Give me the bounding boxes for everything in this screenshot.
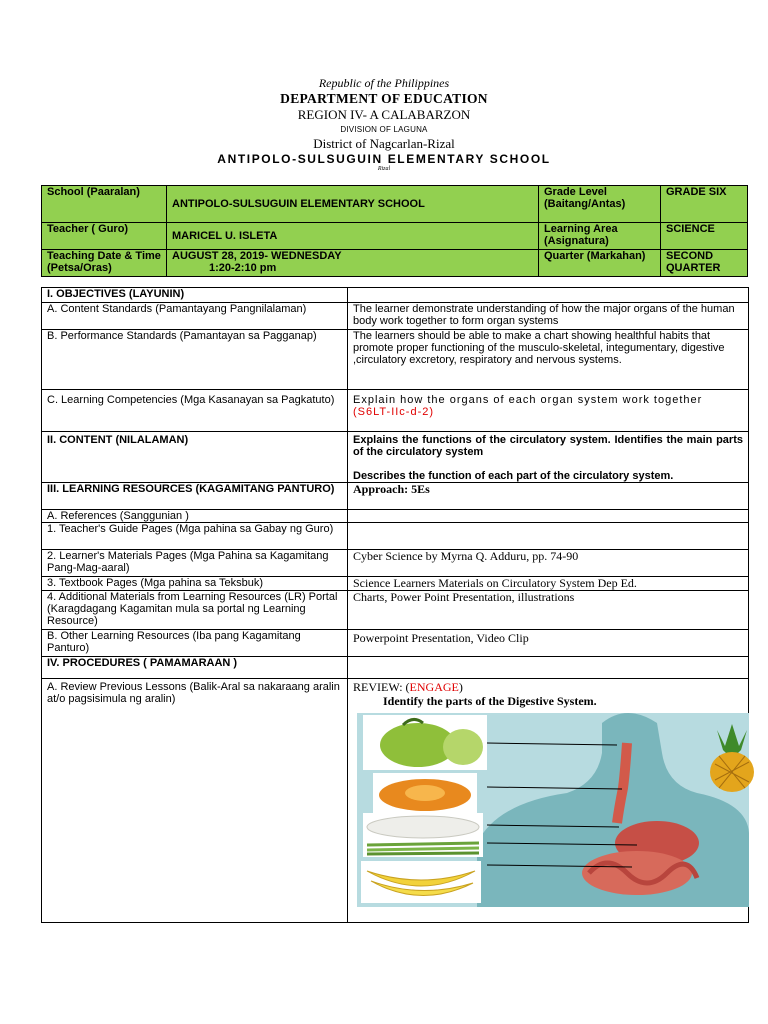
school-label: School (Paaralan) — [42, 186, 167, 223]
string-beans-icon — [363, 839, 483, 857]
perf-std-value: The learners should be able to make a chart showing healthful habits that promote proper functioning of the musculo-skeletal, integumentary, digestive ,circulatory excretory, respiratory and nervous systems. — [348, 330, 749, 390]
approach-value: Approach: 5Es — [348, 483, 749, 510]
time-value: 1:20-2:10 pm — [209, 262, 277, 274]
grade-value: GRADE SIX — [661, 186, 748, 223]
region-line: REGION IV- A CALABARZON — [297, 107, 471, 122]
tg-label: 1. Teacher's Guide Pages (Mga pahina sa Gabay ng Guro) — [42, 523, 348, 550]
engage-label: ENGAGE — [409, 680, 459, 694]
tb-label: 3. Textbook Pages (Mga pahina sa Teksbuk) — [42, 577, 348, 591]
school-title: ANTIPOLO-SULSUGUIN ELEMENTARY SCHOOL — [217, 152, 551, 166]
review-heading: REVIEW: (ENGAGE) — [353, 680, 463, 694]
teacher-value: MARICEL U. ISLETA — [167, 223, 539, 250]
add-label: 4. Additional Materials from Learning Resources (LR) Portal (Karagdagang Kagamitan mula sa portal ng Learning Resource) — [42, 591, 348, 630]
competency-label: C. Learning Competencies (Mga Kasanayan sa Pagkatuto) — [42, 390, 348, 432]
lesson-plan-table — [41, 287, 749, 923]
objectives-heading: I. OBJECTIVES (LAYUNIN) — [42, 288, 348, 303]
pineapple-icon — [697, 724, 767, 792]
tb-value: Science Learners Materials on Circulatory System Dep Ed. — [348, 577, 749, 591]
digestive-system-image — [357, 713, 749, 907]
review-cell — [348, 679, 749, 923]
other-value: Powerpoint Presentation, Video Clip — [348, 630, 749, 657]
objectives-empty — [348, 288, 749, 303]
competency-value: Explain how the organs of each organ system work together — [353, 394, 703, 406]
content-heading: II. CONTENT (NILALAMAN) — [42, 432, 348, 483]
area-value: SCIENCE — [661, 223, 748, 250]
area-label: Learning Area (Asignatura) — [539, 223, 661, 250]
content-value-1: Explains the functions of the circulatory system. Identifies the main parts of the circulatory system — [353, 434, 743, 458]
quarter-value: SECOND QUARTER — [661, 250, 748, 277]
review-task: Identify the parts of the Digestive System. — [383, 694, 597, 708]
lm-value: Cyber Science by Myrna Q. Adduru, pp. 74-90 — [348, 550, 749, 577]
content-cell — [348, 432, 749, 483]
other-label: B. Other Learning Resources (Iba pang Kagamitang Panturo) — [42, 630, 348, 657]
procedures-empty — [348, 657, 749, 679]
guava-icon — [363, 715, 487, 770]
rice-icon — [363, 813, 483, 839]
tg-empty — [348, 523, 749, 550]
resources-heading: III. LEARNING RESOURCES (KAGAMITANG PANTURO) — [42, 483, 348, 510]
quarter-label: Quarter (Markahan) — [539, 250, 661, 277]
content-std-label: A. Content Standards (Pamantayang Pangnilalaman) — [42, 303, 348, 330]
competency-cell — [348, 390, 749, 432]
info-table — [41, 185, 748, 277]
procedures-heading: IV. PROCEDURES ( PAMAMARAAN ) — [42, 657, 348, 679]
grade-label: Grade Level (Baitang/Antas) — [539, 186, 661, 223]
content-value-2: Describes the function of each part of the circulatory system. — [353, 470, 674, 482]
lm-label: 2. Learner's Materials Pages (Mga Pahina sa Kagamitang Pang-Mag-aaral) — [42, 550, 348, 577]
republic-line: Republic of the Philippines — [318, 76, 450, 90]
date-cell — [167, 250, 539, 277]
content-std-value: The learner demonstrate understanding of how the major organs of the human body work together to form organ systems — [348, 303, 749, 330]
add-value: Charts, Power Point Presentation, illustrations — [348, 591, 749, 630]
review-label: A. Review Previous Lessons (Balik-Aral sa nakaraang aralin at/o pagsisimula ng aralin) — [42, 679, 348, 923]
banana-icon — [361, 861, 481, 903]
teacher-label: Teacher ( Guro) — [42, 223, 167, 250]
competency-code: (S6LT-IIc-d-2) — [353, 406, 435, 418]
town-line: Rizal — [377, 166, 391, 172]
perf-std-label: B. Performance Standards (Pamantayan sa Pagganap) — [42, 330, 348, 390]
school-value: ANTIPOLO-SULSUGUIN ELEMENTARY SCHOOL — [167, 186, 539, 223]
references-label: A. References (Sanggunian ) — [42, 510, 348, 523]
division-line: DIVISION OF LAGUNA — [340, 125, 428, 134]
district-line: District of Nagcarlan-Rizal — [313, 136, 455, 151]
references-empty — [348, 510, 749, 523]
department-line: DEPARTMENT OF EDUCATION — [280, 91, 488, 106]
date-label: Teaching Date & Time (Petsa/Oras) — [42, 250, 167, 277]
squash-icon — [373, 773, 477, 813]
date-value: AUGUST 28, 2019- WEDNESDAY — [172, 250, 342, 262]
